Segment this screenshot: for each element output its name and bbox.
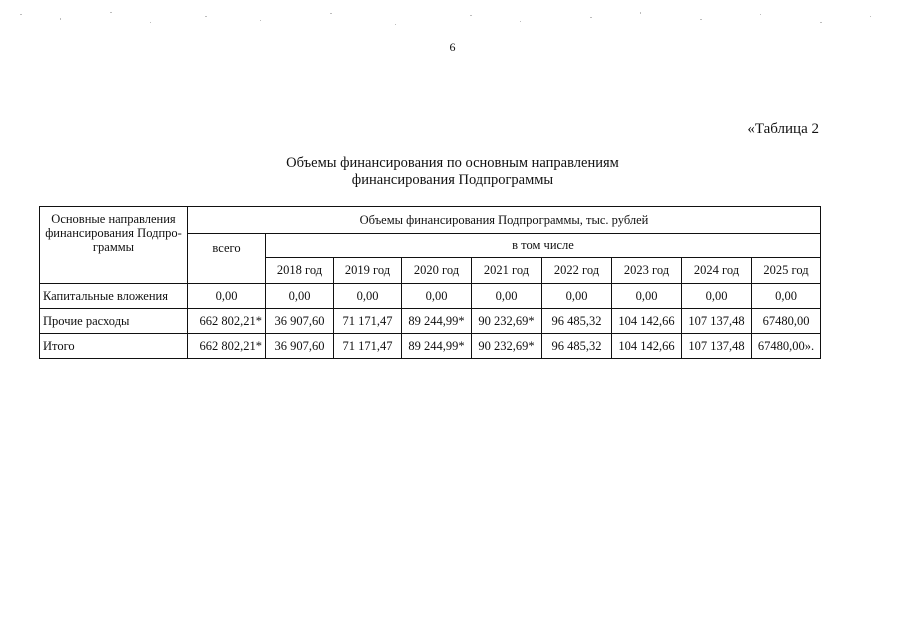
header-year: 2023 год [612,258,682,284]
row-value: 0,00 [612,284,682,309]
row-label: Капитальные вложения [40,284,188,309]
row-total: 662 802,21* [188,309,266,334]
row-total: 662 802,21* [188,334,266,359]
row-value: 104 142,66 [612,334,682,359]
header-year: 2025 год [752,258,821,284]
row-value: 36 907,60 [266,334,334,359]
document-title-line-2: финансирования Подпрограммы [351,172,554,188]
document-title [0,155,905,189]
header-financing-volume: Объемы финансирования Подпрограммы, тыс. рублей [188,207,821,234]
page-number: 6 [449,40,456,54]
row-value: 0,00 [472,284,542,309]
document-title-line-1: Объемы финансирования по основным направлениям [286,155,619,171]
row-value: 90 232,69* [472,334,542,359]
row-value: 96 485,32 [542,309,612,334]
row-value: 0,00 [542,284,612,309]
scan-noise [0,0,905,40]
financing-table [39,206,821,359]
row-value: 107 137,48 [682,309,752,334]
row-value: 96 485,32 [542,334,612,359]
header-year: 2022 год [542,258,612,284]
header-year: 2024 год [682,258,752,284]
row-value: 0,00 [266,284,334,309]
row-value: 0,00 [682,284,752,309]
row-value: 67480,00 [752,309,821,334]
row-value: 89 244,99* [402,309,472,334]
row-value: 107 137,48 [682,334,752,359]
row-value: 0,00 [334,284,402,309]
table-row [40,334,821,359]
row-value: 36 907,60 [266,309,334,334]
row-label: Итого [40,334,188,359]
row-value: 104 142,66 [612,309,682,334]
table-caption: «Таблица 2 [747,121,819,137]
row-value: 71 171,47 [334,334,402,359]
row-value: 89 244,99* [402,334,472,359]
table-row [40,284,821,309]
header-year: 2018 год [266,258,334,284]
row-value: 67480,00». [752,334,821,359]
header-including: в том числе [266,234,821,258]
header-year: 2021 год [472,258,542,284]
table-row [40,309,821,334]
row-label: Прочие расходы [40,309,188,334]
header-total: всего [188,234,266,284]
row-value: 90 232,69* [472,309,542,334]
row-value: 0,00 [752,284,821,309]
header-year: 2020 год [402,258,472,284]
header-year: 2019 год [334,258,402,284]
row-value: 71 171,47 [334,309,402,334]
row-value: 0,00 [402,284,472,309]
row-total: 0,00 [188,284,266,309]
header-direction: Основные направления финансирования Подпро-граммы [40,207,188,284]
